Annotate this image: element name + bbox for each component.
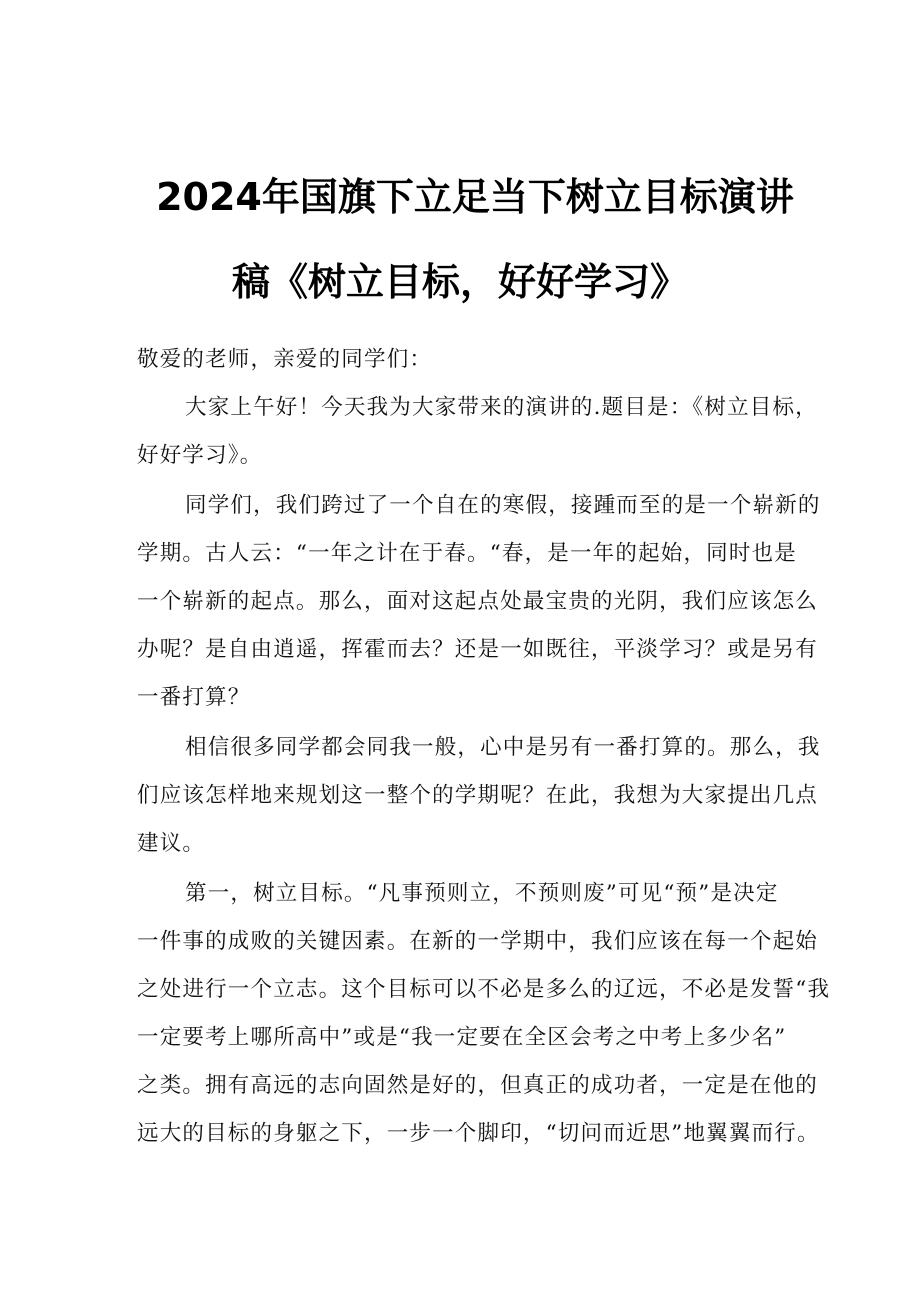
salutation: 敬爱的老师，亲爱的同学们： [137,347,433,372]
paragraph-line: 一定要考上哪所高中”或是“我一定要在全区会考之中考上多少名” [137,1025,787,1050]
paragraph-line: 同学们，我们跨过了一个自在的寒假，接踵而至的是一个崭新的 [185,493,821,518]
paragraph-line: 一个崭新的起点。那么，面对这起点处最宝贵的光阴，我们应该怎么 [137,589,819,614]
paragraph-line: 一件事的成败的关键因素。在新的一学期中，我们应该在每一个起始 [137,929,819,954]
document-body [137,336,831,1158]
paragraph-2 [137,482,821,722]
paragraph-line: 之处进行一个立志。这个目标可以不必是多么的辽远，不必是发誓“我 [137,977,831,1002]
document-title-line-2: 稿《树立目标，好好学习》 [231,260,688,304]
paragraph-1 [137,384,818,480]
paragraph-line: 之类。拥有高远的志向固然是好的，但真正的成功者，一定是在他的 [137,1073,819,1098]
paragraph-line: 好好学习》。 [137,443,263,468]
paragraph-line: 相信很多同学都会同我一般，心中是另有一番打算的。那么，我 [185,735,821,760]
paragraph-line: 远大的目标的身躯之下，一步一个脚印，“切问而近思”地翼翼而行。 [137,1121,820,1146]
paragraph-line: 一番打算？ [137,685,251,710]
paragraph-line: 大家上午好！今天我为大家带来的演讲的.题目是：《树立目标， [185,395,818,420]
paragraph-line: 办呢？是自由逍遥，挥霍而去？还是一如既往，平淡学习？或是另有 [137,637,819,662]
paragraph-4 [137,870,831,1158]
paragraph-line: 学期。古人云：“一年之计在于春。“春，是一年的起始，同时也是 [137,541,797,566]
document-title-line-1: 2024年国旗下立足当下树立目标演讲 [156,175,794,219]
paragraph-line: 们应该怎样地来规划这一整个的学期呢？在此，我想为大家提出几点 [137,783,819,808]
paragraph-3 [137,724,821,868]
paragraph-line: 建议。 [137,831,206,856]
paragraph-line: 第一，树立目标。“凡事预则立，不预则废”可见“预”是决定 [185,881,779,906]
